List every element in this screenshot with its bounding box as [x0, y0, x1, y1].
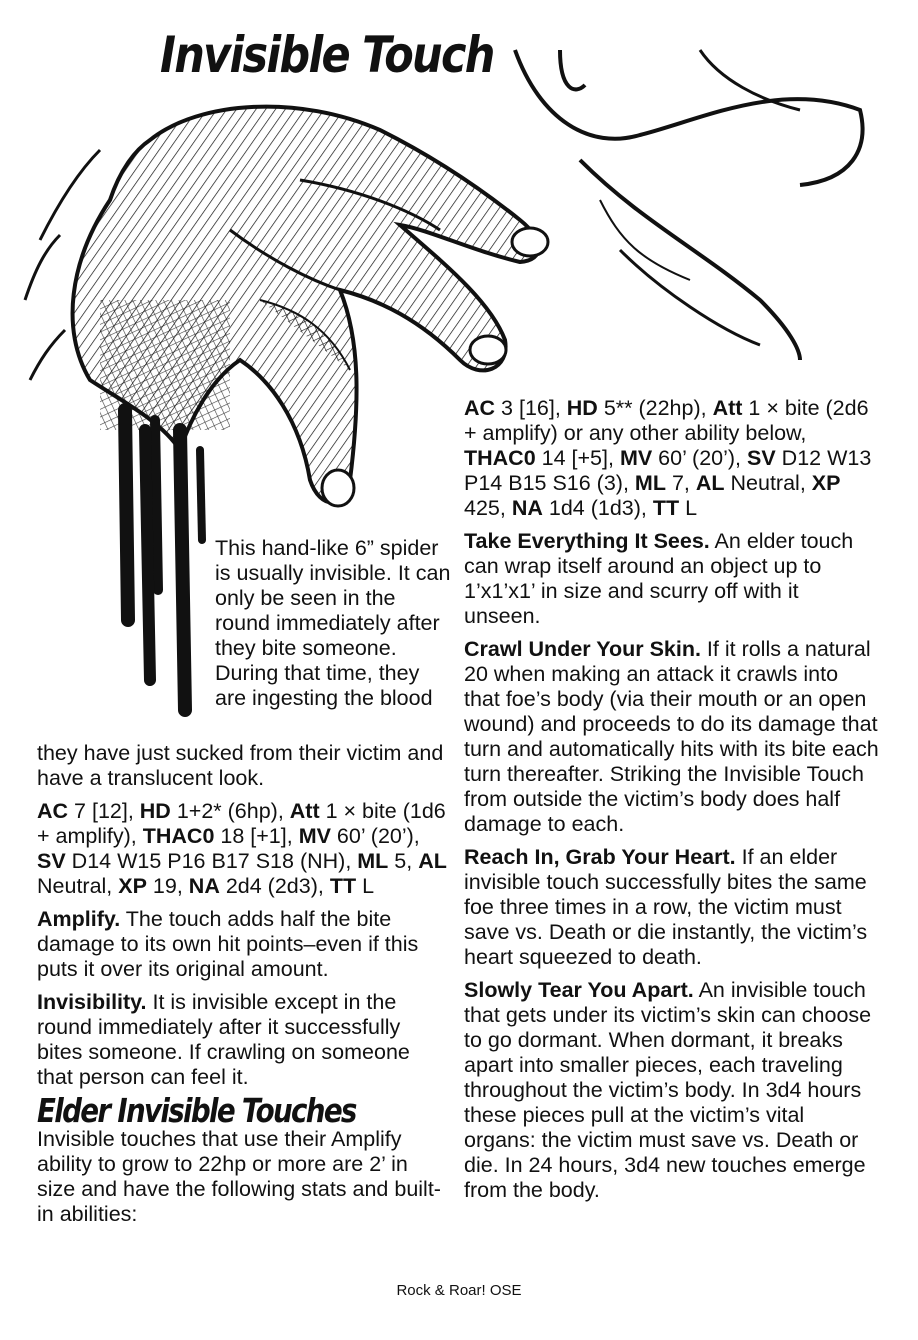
left-column — [37, 741, 449, 1235]
page-footer: Rock & Roar! OSE — [396, 1282, 522, 1299]
intro-text: This hand-like 6” spider is usually invisible. It can only be seen in the round immediately after they bite someone. During that time, they are ingesting the blood — [215, 536, 451, 710]
intro-continued: they have just sucked from their victim and have a translucent look. — [37, 741, 444, 790]
ability-invisibility: Invisibility. It is invisible except in the round immediately after it successfully bites someone. If crawling on someone that person can feel it. — [37, 990, 410, 1089]
right-column — [464, 396, 879, 1211]
elder-ability-take: Take Everything It Sees. An elder touch can wrap itself around an object up to 1’x1’x1’ in size and scurry off with it unseen. — [464, 529, 854, 628]
touch-stat-block: AC 7 [12], HD 1+2* (6hp), Att 1 × bite (1d6 + amplify), THAC0 18 [+1], MV 60’ (20’), SV D14 W15 P16 B17 S18 (NH), ML 5, AL Neutral, XP 19, NA 2d4 (2d3), TT L — [37, 799, 447, 898]
elder-stat-block: AC 3 [16], HD 5** (22hp), Att 1 × bite (2d6 + amplify) or any other ability below, THAC0 14 [+5], MV 60’ (20’), SV D12 W13 P14 B15 S16 (3), ML 7, AL Neutral, XP 425, NA 1d4 (1d3), TT L — [464, 396, 872, 520]
elder-ability-crawl: Crawl Under Your Skin. If it rolls a natural 20 when making an attack it crawls into that foe’s body (via their mouth or an open wound) and proceeds to do its damage that turn and automatically hits with its bite each turn thereafter. Striking the Invisible Touch from outside the victim’s body does half damage to each. — [464, 637, 879, 836]
elder-heading: Elder Invisible Touches — [37, 1091, 356, 1130]
elder-ability-heart: Reach In, Grab Your Heart. If an elder invisible touch successfully bites the same foe three times in a row, the victim must save vs. Death or die instantly, the victim’s heart squeezed to death. — [464, 845, 868, 969]
page-title: Invisible Touch — [160, 26, 494, 84]
ability-amplify: Amplify. The touch adds half the bite damage to its own hit points–even if this puts it over its original amount. — [37, 907, 419, 981]
elder-intro: Invisible touches that use their Amplify ability to grow to 22hp or more are 2’ in size and have the following stats and built-in abilities: — [37, 1127, 441, 1226]
elder-ability-tear: Slowly Tear You Apart. An invisible touch that gets under its victim’s skin can choose to go dormant. When dormant, it breaks apart into smaller pieces, each traveling throughout the victim’s body. In 3d4 hours these pieces pull at the victim’s vital organs: the victim must save vs. Death or die. In 24 hours, 3d4 new touches emerge from the body. — [464, 978, 872, 1202]
